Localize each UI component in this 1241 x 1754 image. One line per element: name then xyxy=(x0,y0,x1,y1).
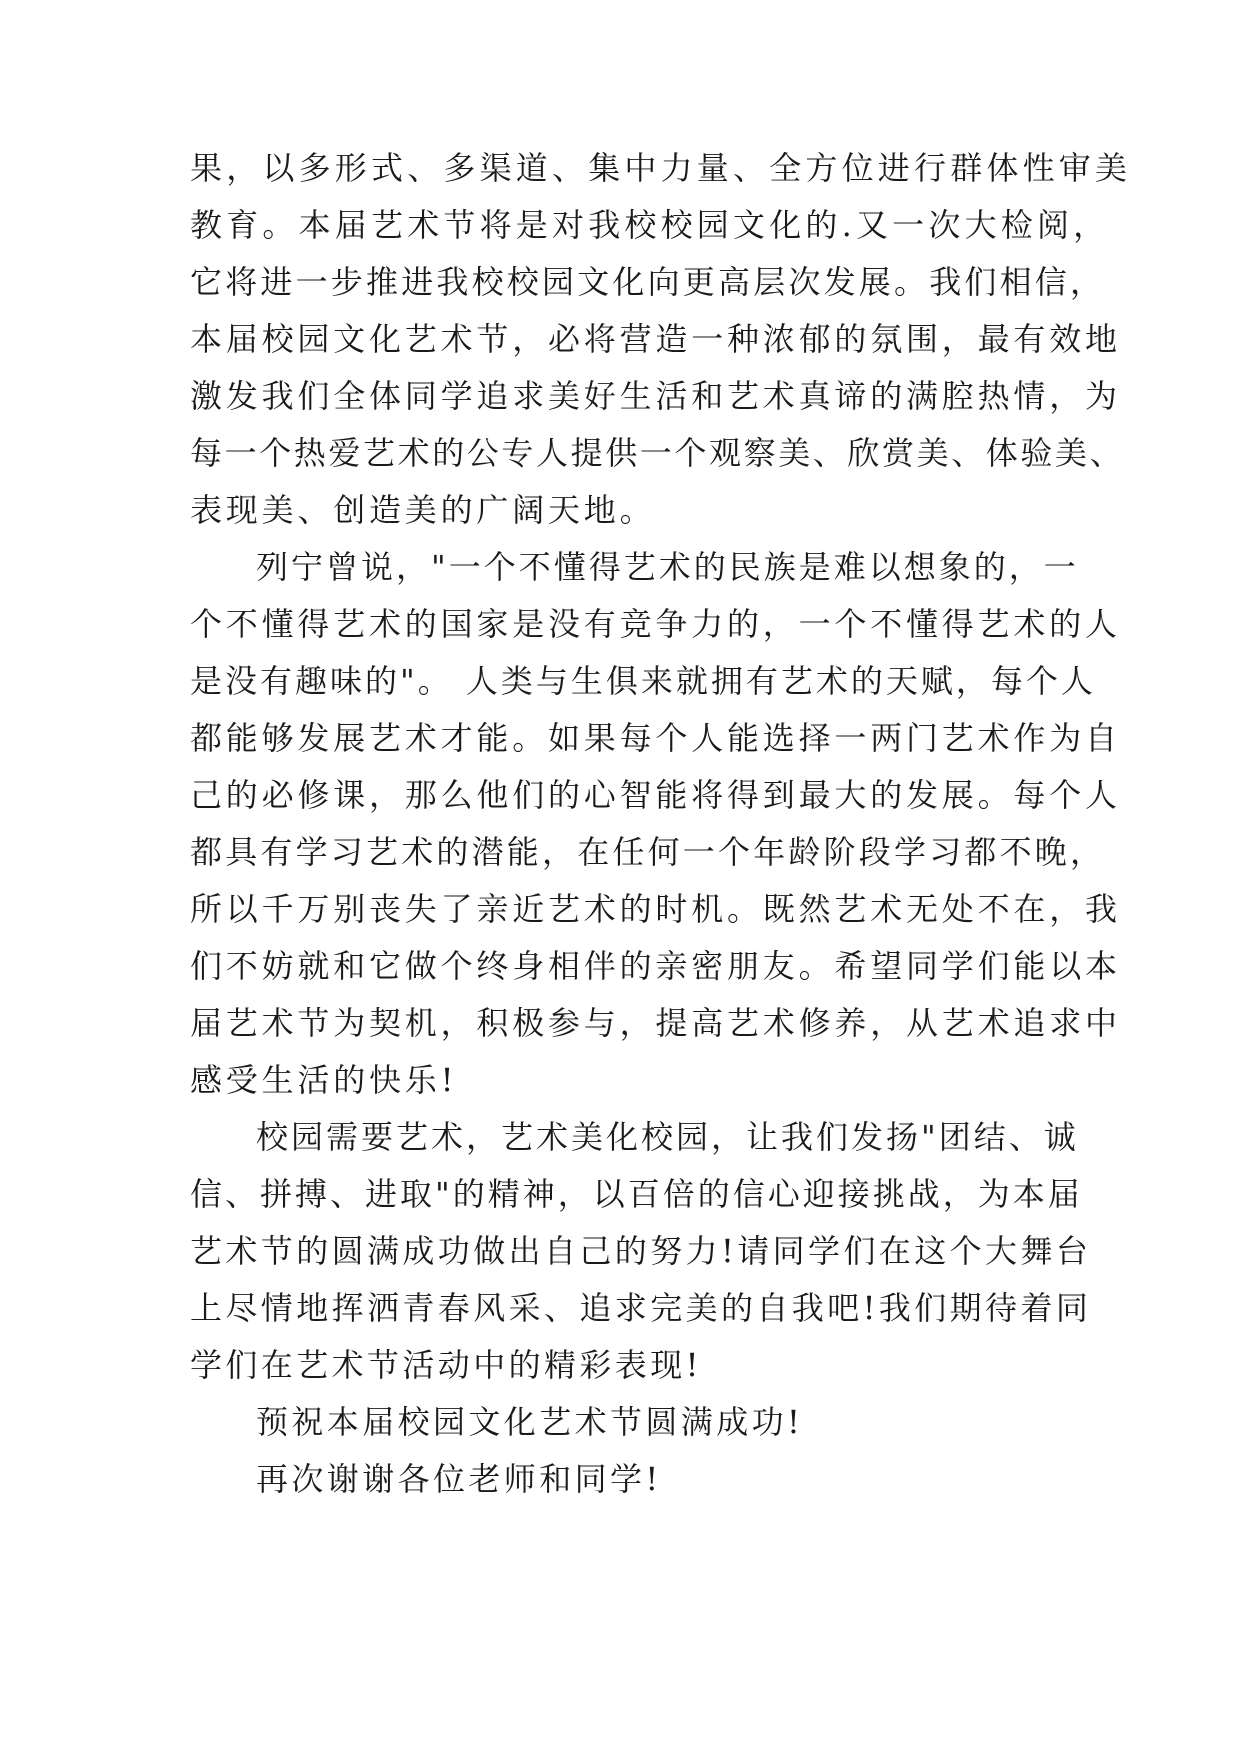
paragraph-first-line: 校园需要艺术，艺术美化校园，让我们发扬"团结、诚 xyxy=(256,1118,1079,1156)
paragraph-first-line: 列宁曾说，"一个不懂得艺术的民族是难以想象的，一 xyxy=(256,548,1079,586)
text-line: 们不妨就和它做个终身相伴的亲密朋友。希望同学们能以本 xyxy=(190,947,1121,985)
text-line: 教育。本届艺术节将是对我校校园文化的.又一次大检阅， xyxy=(190,206,1110,244)
text-line: 每一个热爱艺术的公专人提供一个观察美、欣赏美、体验美、 xyxy=(190,434,1125,472)
text-line: 学们在艺术节活动中的精彩表现! xyxy=(190,1346,702,1384)
text-line: 己的必修课，那么他们的心智能将得到最大的发展。每个人 xyxy=(190,776,1121,814)
text-line: 都具有学习艺术的潜能，在任何一个年龄阶段学习都不晚， xyxy=(190,833,1106,871)
text-line: 本届校园文化艺术节，必将营造一种浓郁的氛围，最有效地 xyxy=(190,320,1121,358)
text-line: 届艺术节为契机，积极参与，提高艺术修养，从艺术追求中 xyxy=(190,1004,1121,1042)
text-line: 果，以多形式、多渠道、集中力量、全方位进行群体性审美 xyxy=(190,149,1132,187)
text-line: 表现美、创造美的广阔天地。 xyxy=(190,491,656,529)
text-line: 都能够发展艺术才能。如果每个人能选择一两门艺术作为自 xyxy=(190,719,1121,757)
paragraph-first-line: 预祝本届校园文化艺术节圆满成功! xyxy=(256,1403,804,1441)
text-line: 艺术节的圆满成功做出自己的努力!请同学们在这个大舞台 xyxy=(190,1232,1092,1270)
paragraph-first-line: 再次谢谢各位老师和同学! xyxy=(256,1460,662,1498)
text-line: 它将进一步推进我校校园文化向更高层次发展。我们相信， xyxy=(190,263,1106,301)
text-line: 激发我们全体同学追求美好生活和艺术真谛的满腔热情，为 xyxy=(190,377,1121,415)
text-line: 信、拼搏、进取"的精神，以百倍的信心迎接挑战，为本届 xyxy=(190,1175,1083,1213)
text-line: 感受生活的快乐! xyxy=(190,1061,458,1099)
text-line: 个不懂得艺术的国家是没有竞争力的，一个不懂得艺术的人 xyxy=(190,605,1121,643)
text-line: 所以千万别丧失了亲近艺术的时机。既然艺术无处不在，我 xyxy=(190,890,1121,928)
text-line: 上尽情地挥洒青春风采、追求完美的自我吧!我们期待着同 xyxy=(190,1289,1092,1327)
text-line: 是没有趣味的"。 人类与生俱来就拥有艺术的天赋，每个人 xyxy=(190,662,1096,700)
